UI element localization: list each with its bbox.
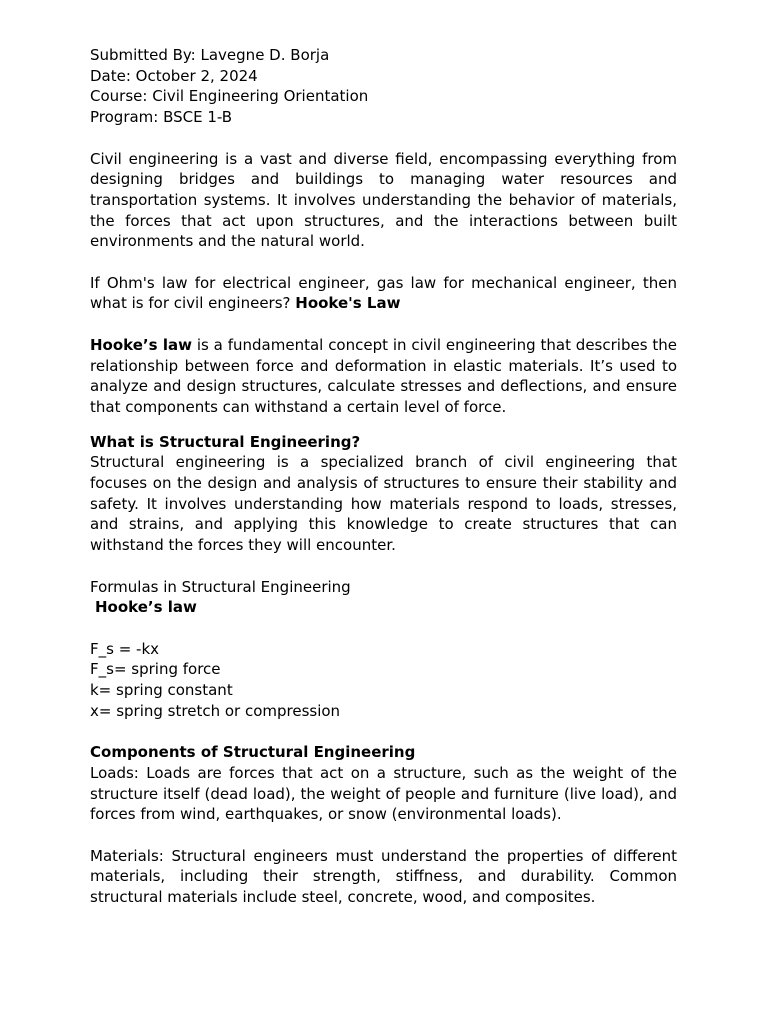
hookes-text: is a fundamental concept in civil engineering that describes the relationship between force and deformation in elastic materials. It’s used to analyze and design structures, calculate stresses and deflections, and ensure that components can withstand a certain level of force. [90, 335, 677, 416]
structural-paragraph: Structural engineering is a specialized branch of civil engineering that focuses on the design and analysis of structures to ensure their stability and safety. It involves understanding how materials respond to loads, stresses, and strains, and applying this knowledge to create structures that can withstand the forces they will encounter. [90, 453, 677, 555]
formula-line: k= spring constant [90, 681, 233, 700]
formula-line: F_s = -kx [90, 639, 160, 658]
hookes-paragraph [90, 335, 677, 418]
materials-paragraph: Materials: Structural engineers must understand the properties of different materials, including their strength, stiffness, and durability. Common structural materials include steel, concrete, wood, and composites. [90, 846, 677, 907]
formula-line: x= spring stretch or compression [90, 701, 341, 720]
formulas-subheading: Hooke’s law [95, 598, 197, 617]
loads-paragraph: Loads: Loads are forces that act on a structure, such as the weight of the structure itself (dead load), the weight of people and furniture (live load), and forces from wind, earthquakes, or snow (environmental loads). [90, 763, 677, 824]
formula-list [90, 639, 677, 722]
date-line: Date: October 2, 2024 [90, 66, 258, 85]
question-answer: Hooke's Law [295, 294, 401, 313]
spacer [90, 825, 677, 846]
structural-heading: What is Structural Engineering? [90, 432, 361, 451]
header-block [90, 45, 677, 128]
spacer [90, 556, 677, 577]
document-page [90, 45, 677, 908]
spacer [90, 314, 677, 335]
components-heading: Components of Structural Engineering [90, 743, 416, 762]
formula-line: F_s= spring force [90, 660, 221, 679]
formulas-heading: Formulas in Structural Engineering [90, 577, 351, 596]
submitted-by-line: Submitted By: Lavegne D. Borja [90, 46, 330, 64]
spacer [90, 618, 677, 639]
spacer [90, 128, 677, 149]
spacer [90, 252, 677, 273]
intro-paragraph: Civil engineering is a vast and diverse field, encompassing everything from designing bridges and buildings to managing water resources and transportation systems. It involves understanding the behavior of materials, the forces that act upon structures, and the interactions between built environments and the natural world. [90, 149, 677, 251]
program-line: Program: BSCE 1-B [90, 108, 233, 127]
spacer [90, 721, 677, 742]
hookes-term: Hooke’s law [90, 335, 192, 354]
spacer [90, 418, 677, 432]
course-line: Course: Civil Engineering Orientation [90, 87, 369, 106]
question-text: If Ohm's law for electrical engineer, gas law for mechanical engineer, then what is for civil engineers? [90, 273, 677, 313]
question-paragraph [90, 273, 677, 314]
